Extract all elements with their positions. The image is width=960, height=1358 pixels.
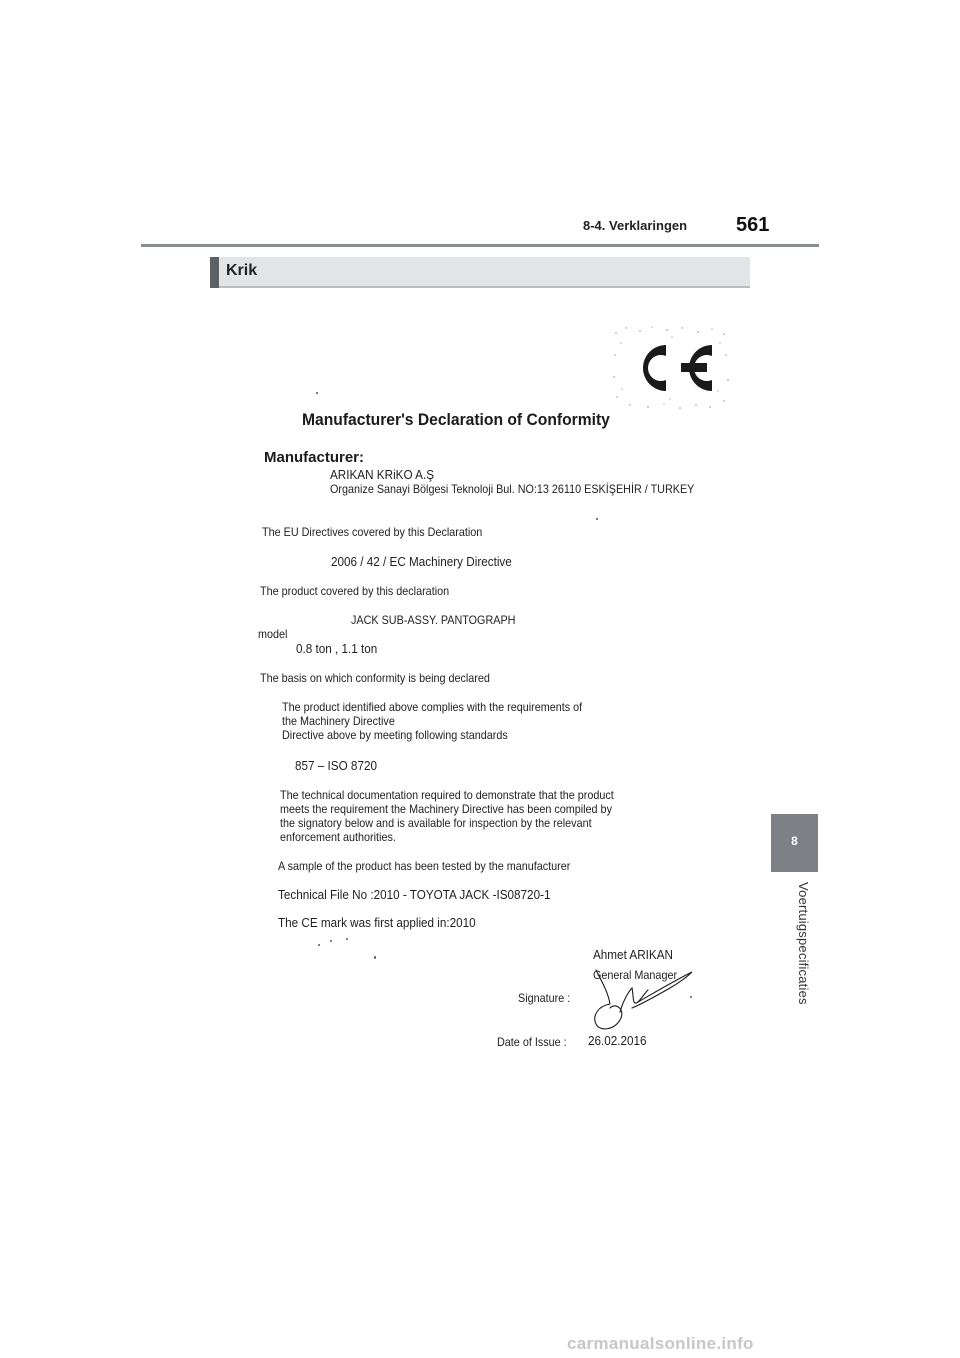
signer-title: General Manager — [593, 968, 678, 982]
section-heading: 8-4. Verklaringen — [583, 218, 688, 233]
date-of-issue-value: 26.02.2016 — [588, 1033, 647, 1048]
eu-directives-label: The EU Directives covered by this Declaration — [262, 525, 483, 539]
basis-line-1: The product identified above complies with the requirements of — [282, 700, 583, 714]
scan-speck — [374, 956, 376, 959]
technical-file: Technical File No :2010 - TOYOTA JACK -IS08720-1 — [278, 887, 551, 902]
scan-speck — [316, 392, 318, 394]
scan-speck — [346, 938, 348, 940]
manufacturer-name: ARIKAN KRiKO A.Ş — [330, 467, 435, 482]
header-divider — [141, 244, 819, 247]
page-number: 561 — [736, 214, 770, 236]
basis-line-3: Directive above by meeting following standards — [282, 728, 508, 742]
section-title-bar — [210, 257, 750, 288]
handwritten-signature — [592, 968, 700, 1036]
basis-label: The basis on which conformity is being declared — [260, 671, 490, 685]
watermark: carmanualsonline.info — [567, 1334, 754, 1353]
model-label: model — [258, 627, 288, 641]
tech-doc-line-3: the signatory below and is available for inspection by the relevant — [280, 816, 592, 830]
signer-name: Ahmet ARIKAN — [593, 947, 673, 962]
scan-speck — [596, 518, 598, 520]
scan-speck — [330, 940, 332, 942]
chapter-tab-number: 8 — [791, 834, 798, 848]
eu-directive: 2006 / 42 / EC Machinery Directive — [331, 554, 512, 569]
manufacturer-address: Organize Sanayi Bölgesi Teknoloji Bul. NO:13 26110 ESKİŞEHİR / TURKEY — [330, 482, 695, 496]
chapter-label: Voertuigspecificaties — [796, 882, 811, 1005]
signature-label: Signature : — [518, 991, 571, 1005]
tech-doc-line-2: meets the requirement the Machinery Directive has been compiled by — [280, 802, 612, 816]
product-name: JACK SUB-ASSY. PANTOGRAPH — [351, 613, 516, 627]
section-title: Krik — [226, 262, 258, 279]
tech-doc-line-1: The technical documentation required to demonstrate that the product — [280, 788, 614, 802]
section-title-accent — [210, 257, 219, 288]
basis-line-2: the Machinery Directive — [282, 714, 395, 728]
manufacturer-label: Manufacturer: — [264, 449, 365, 466]
model-value: 0.8 ton , 1.1 ton — [296, 641, 378, 656]
standard: 857 – ISO 8720 — [295, 758, 377, 773]
date-of-issue-label: Date of Issue : — [497, 1035, 567, 1049]
tech-doc-line-4: enforcement authorities. — [280, 830, 396, 844]
sample-statement: A sample of the product has been tested by the manufacturer — [278, 859, 571, 873]
scan-speck — [318, 944, 320, 946]
product-label: The product covered by this declaration — [260, 584, 450, 598]
declaration-title: Manufacturer's Declaration of Conformity — [302, 410, 610, 429]
ce-applied: The CE mark was first applied in:2010 — [278, 915, 476, 930]
ce-mark-logo — [612, 325, 730, 410]
